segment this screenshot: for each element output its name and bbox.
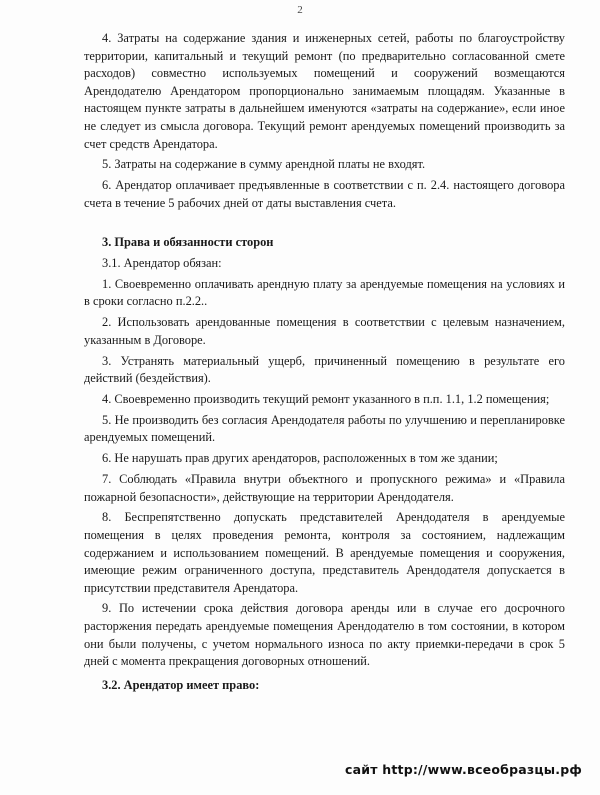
obligation-item-8: 8. Беспрепятственно допускать представителей Арендодателя в арендуемые помещения в целях проведения ремонта, контроля за состоянием, надлежащим содержанием и использованием помещений. В арендуемые помещения и сооружения, имеющие режим ограниченного доступа, представитель Арендодателя допускается в присутствии представителя Арендатора. xyxy=(84,510,565,595)
obligation-item-2: 2. Использовать арендованные помещения в соответствии с целевым назначением, указанным в Договоре. xyxy=(84,315,565,347)
obligation-item-9: 9. По истечении срока действия договора аренды или в случае его досрочного расторжения передать арендуемые помещения Арендодателю в том состоянии, в котором они были получены, с учетом нормального износа по акту приемки-передачи в срок 5 дней с момента прекращения договорных отношений. xyxy=(84,601,565,669)
website-watermark: сайт http://www.всеобразцы.рф xyxy=(345,762,582,777)
section-3-heading: 3. Права и обязанности сторон xyxy=(102,235,274,250)
subsection-3-1-heading: 3.1. Арендатор обязан: xyxy=(102,256,222,271)
subsection-3-2-heading: 3.2. Арендатор имеет право: xyxy=(102,677,260,692)
obligation-item-4: 4. Своевременно производить текущий ремонт указанного в п.п. 1.1, 1.2 помещения; xyxy=(102,392,550,406)
obligation-item-1: 1. Своевременно оплачивать арендную плату за арендуемые помещения на условиях и в сроки согласно п.2.2.. xyxy=(84,276,565,309)
paragraph-6: 6. Арендатор оплачивает предъявленные в соответствии с п. 2.4. настоящего договора счета в течение 5 рабочих дней от даты выставления счета. xyxy=(84,178,565,210)
obligation-item-5: 5. Не производить без согласия Арендодателя работы по улучшению и перепланировке арендуемых помещений. xyxy=(84,412,565,445)
obligation-item-3: 3. Устранять материальный ущерб, причиненный помещению в результате его действий (бездействия). xyxy=(84,353,565,386)
obligation-item-6: 6. Не нарушать прав других арендаторов, расположенных в том же здании; xyxy=(102,451,498,466)
obligation-item-7: 7. Соблюдать «Правила внутри объектного и пропускного режима» и «Правила пожарной безопасности», действующие на территории Арендодателя. xyxy=(84,471,565,504)
document-body xyxy=(84,30,565,698)
paragraph-5: 5. Затраты на содержание в сумму арендной платы не входят. xyxy=(102,157,426,172)
paragraph-4: 4. Затраты на содержание здания и инженерных сетей, работы по благоустройству территории, капитальный и текущий ремонт (по предварительно согласованной смете расходов) совместно используемых помещений и сооружений возмещаются Арендодателю Арендатором пропорционально занимаемым площадям. Указанные в настоящем пункте затраты в дальнейшем именуются «затраты на содержание», если иное не следует из смысла договора. Текущий ремонт арендуемых помещений производить за счет средств Арендатора. xyxy=(84,31,565,151)
page-number: 2 xyxy=(297,4,303,16)
